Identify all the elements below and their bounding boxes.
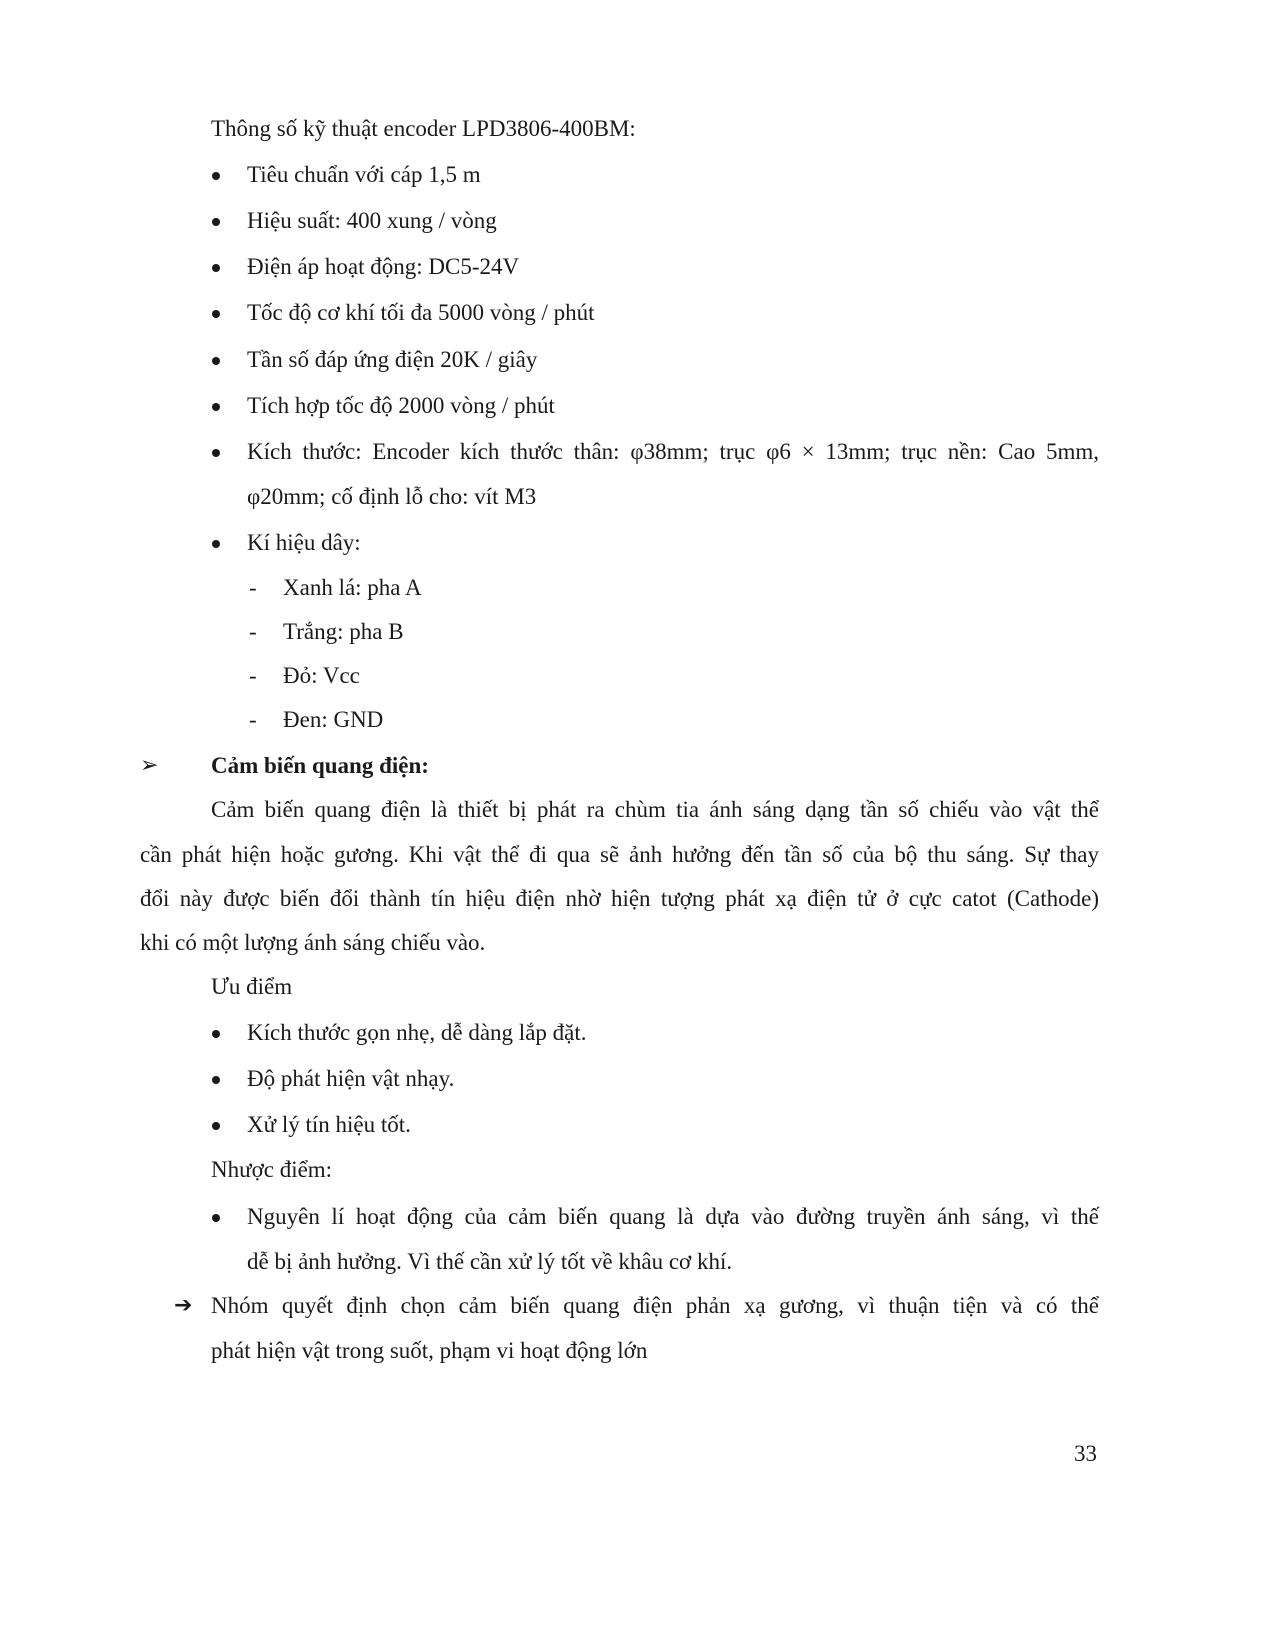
- section-title: Cảm biến quang điện:: [211, 753, 429, 778]
- bullet-icon: [212, 357, 220, 365]
- page-number: 33: [1074, 1441, 1097, 1466]
- bullet-icon: [212, 264, 220, 272]
- wire-item: Xanh lá: pha A: [283, 575, 422, 600]
- pros-item: Kích thước gọn nhẹ, dễ dàng lắp đặt.: [247, 1020, 587, 1045]
- bullet-icon: [212, 403, 220, 411]
- bullet-icon: [212, 310, 220, 318]
- bullet-icon: [212, 218, 220, 226]
- bullet-icon: [212, 449, 220, 457]
- conclusion-line: Nhóm quyết định chọn cảm biến quang điện phản xạ gương, vì thuận tiện và có thể: [211, 1293, 1099, 1318]
- wire-heading: Kí hiệu dây:: [247, 530, 361, 555]
- encoder-bullet: Điện áp hoạt động: DC5-24V: [247, 254, 520, 279]
- cons-heading: Nhược điểm:: [211, 1157, 333, 1182]
- pros-item: Độ phát hiện vật nhạy.: [247, 1066, 455, 1091]
- wire-item: Trắng: pha B: [283, 619, 404, 644]
- right-arrow-icon: ➔: [174, 1293, 193, 1318]
- wire-item: Đỏ: Vcc: [283, 663, 360, 688]
- encoder-size-line: φ20mm; cố định lỗ cho: vít M3: [247, 484, 537, 509]
- wire-item: Đen: GND: [283, 707, 384, 732]
- dash-icon: -: [249, 619, 257, 644]
- bullet-icon: [212, 1214, 220, 1222]
- dash-icon: -: [249, 707, 257, 732]
- bullet-icon: [212, 1122, 220, 1130]
- paragraph-line: cần phát hiện hoặc gương. Khi vật thể đi qua sẽ ảnh hưởng đến tần số của bộ thu sáng. Sự thay: [140, 842, 1099, 867]
- bullet-icon: [212, 1030, 220, 1038]
- dash-icon: -: [249, 575, 257, 600]
- arrowhead-bullet-icon: ➢: [140, 753, 159, 778]
- paragraph-line: đổi này được biến đổi thành tín hiệu điện nhờ hiện tượng phát xạ điện tử ở cực catot (Cathode): [140, 886, 1099, 911]
- pros-item: Xử lý tín hiệu tốt.: [247, 1112, 411, 1137]
- cons-item: Nguyên lí hoạt động của cảm biến quang là dựa vào đường truyền ánh sáng, vì thế: [247, 1204, 1099, 1229]
- encoder-bullet: Hiệu suất: 400 xung / vòng: [247, 208, 497, 233]
- cons-item: dễ bị ảnh hưởng. Vì thế cần xử lý tốt về khâu cơ khí.: [247, 1249, 733, 1274]
- paragraph-line: khi có một lượng ánh sáng chiếu vào.: [140, 930, 486, 955]
- encoder-bullet: Tần số đáp ứng điện 20K / giây: [247, 347, 538, 372]
- conclusion-line: phát hiện vật trong suốt, phạm vi hoạt động lớn: [211, 1338, 648, 1363]
- dash-icon: -: [249, 663, 257, 688]
- bullet-icon: [212, 1076, 220, 1084]
- encoder-heading: Thông số kỹ thuật encoder LPD3806-400BM:: [211, 116, 636, 141]
- encoder-bullet: Tốc độ cơ khí tối đa 5000 vòng / phút: [247, 300, 595, 325]
- encoder-bullet: Tích hợp tốc độ 2000 vòng / phút: [247, 393, 555, 418]
- encoder-size-line: Kích thước: Encoder kích thước thân: φ38mm; trục φ6 × 13mm; trục nền: Cao 5mm,: [247, 439, 1099, 464]
- bullet-icon: [212, 172, 220, 180]
- paragraph-line: Cảm biến quang điện là thiết bị phát ra chùm tia ánh sáng dạng tần số chiếu vào vật thể: [211, 797, 1099, 822]
- bullet-icon: [212, 540, 220, 548]
- encoder-bullet: Tiêu chuẩn với cáp 1,5 m: [247, 162, 481, 187]
- pros-heading: Ưu điểm: [211, 974, 293, 999]
